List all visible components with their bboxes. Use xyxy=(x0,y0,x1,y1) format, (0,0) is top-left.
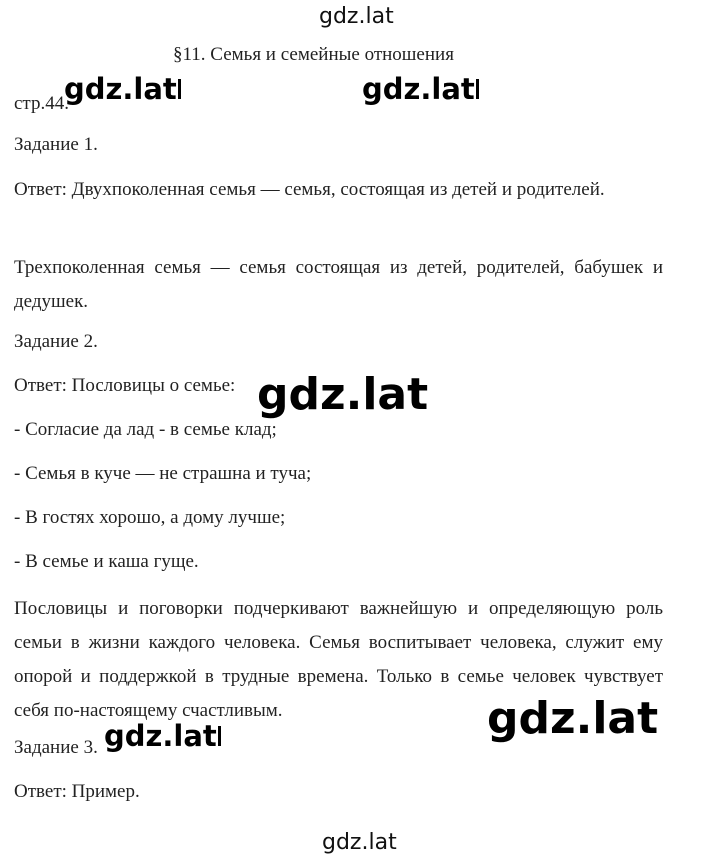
section-title: §11. Семья и семейные отношения xyxy=(173,44,454,65)
watermark-overlay: gdz.lat xyxy=(257,369,429,420)
task-1-answer-definition-two-generation: Ответ: Двухпоколенная семья — семья, состоящая из детей и родителей. xyxy=(14,179,605,200)
watermark-overlay: gdz.lat xyxy=(64,72,181,106)
task-3-answer: Ответ: Пример. xyxy=(14,781,140,802)
watermark-top: gdz.lat xyxy=(319,4,394,29)
proverb-item: - Семья в куче — не страшна и туча; xyxy=(14,463,312,484)
page-reference: стр.44. xyxy=(14,93,69,114)
task-2-answer-intro: Ответ: Пословицы о семье: xyxy=(14,375,236,396)
proverb-item: - В гостях хорошо, а дому лучше; xyxy=(14,507,286,528)
watermark-overlay: gdz.lat xyxy=(362,72,479,106)
task-2-heading: Задание 2. xyxy=(14,331,98,352)
task-2-conclusion-paragraph: Пословицы и поговорки подчеркивают важнейшую и определяющую роль семьи в жизни каждого человека. Семья воспитывает человека, служит ему опорой и поддержкой в трудные времена. Только в семье человек чувствует себя по-настоящему счастливым. xyxy=(14,598,663,721)
task-1-heading: Задание 1. xyxy=(14,134,98,155)
task-3-heading: Задание 3. xyxy=(14,737,98,758)
watermark-overlay: gdz.lat xyxy=(104,719,221,753)
watermark-overlay: gdz.lat xyxy=(487,693,659,744)
proverb-item: - В семье и каша гуще. xyxy=(14,551,199,572)
watermark-bottom: gdz.lat xyxy=(322,830,397,855)
proverb-item: - Согласие да лад - в семье клад; xyxy=(14,419,277,440)
task-1-answer-definition-three-generation: Трехпоколенная семья — семья состоящая из детей, родителей, бабушек и дедушек. xyxy=(14,257,663,312)
